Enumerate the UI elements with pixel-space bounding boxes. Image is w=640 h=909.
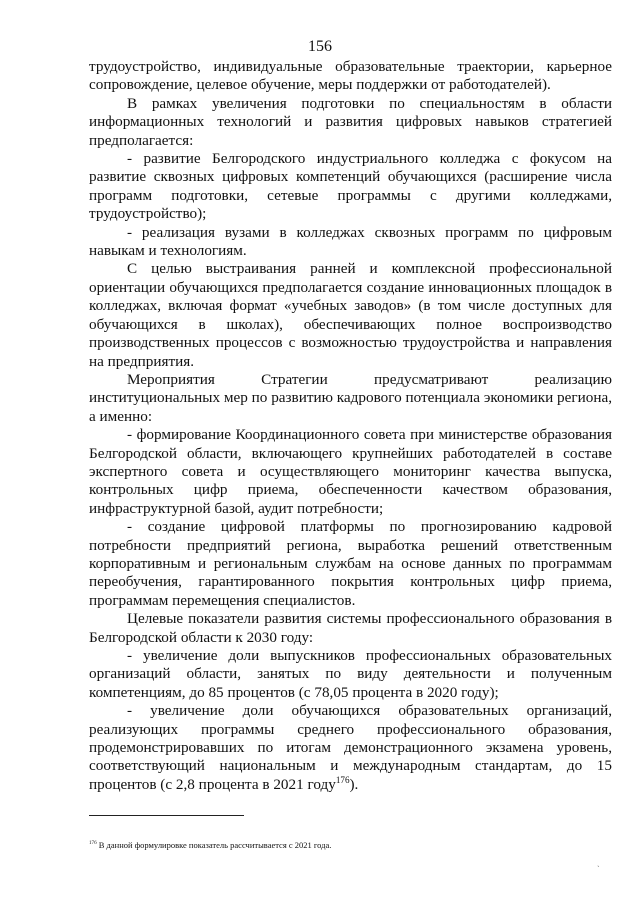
footnote-text: В данной формулировке показатель рассчитывается с 2021 года. xyxy=(98,840,332,850)
list-item-graduates-share: - увеличение доли выпускников профессиональных образовательных организаций области, занятых по виду деятельности и полученным компетенциям, до 85 процентов (с 78,05 процента в 2020 году); xyxy=(89,647,612,701)
paragraph-1: трудоустройство, индивидуальные образовательные траектории, карьерное сопровождение, целевое обучение, меры поддержки от работодателей). xyxy=(89,58,612,94)
paragraph-orientation: С целью выстраивания ранней и комплексной профессиональной ориентации обучающихся предполагается создание инновационных площадок в колледжах, включая формат «учебных заводов» (в том числе доступных для обучающихся в школах), обеспечивающих полное воспроизводство производственных процессов с возможностью трудоустройства и направления на предприятия. xyxy=(89,260,612,370)
list-item-university-programs: - реализация вузами в колледжах сквозных программ по цифровым навыкам и технологиям. xyxy=(89,223,612,260)
footnote-reference[interactable]: 176 xyxy=(335,774,350,785)
list-item-coordination-council: - формирование Координационного совета при министерстве образования Белгородской области, включающего крупнейших работодателей в составе экспертного совета и осуществляющего мониторинг качества выпуска, контрольных цифр приема, обеспеченности качеством образования, инфраструктурной базой, аудит потребности; xyxy=(89,426,612,517)
paragraph-target-indicators: Целевые показатели развития системы профессионального образования в Белгородской области к 2030 году: xyxy=(89,610,612,646)
page-body xyxy=(89,58,612,794)
demo-exam-text: - увеличение доли обучающихся образовательных организаций, реализующих программы среднего профессионального образования, продемонстрировавших по итогам демонстрационного экзамена уровень, соответствующий национальным и международным стандартам, до 15 процентов (с 2,8 процента в 2021 году xyxy=(89,702,612,793)
scan-mark: ˎ xyxy=(597,858,600,867)
list-item-demo-exam-share xyxy=(89,702,612,794)
demo-exam-suffix: ). xyxy=(349,775,359,793)
footnote xyxy=(89,840,612,851)
paragraph-strategy-measures: Мероприятия Стратегии предусматривают реализацию институциональных мер по развитию кадрового потенциала экономики региона, а именно: xyxy=(89,370,612,425)
footnote-divider xyxy=(89,815,244,816)
page-number: 156 xyxy=(308,38,332,55)
list-item-college-development: - развитие Белгородского индустриального колледжа с фокусом на развитие сквозных цифровых компетенций обучающихся (расширение числа программ подготовки, сетевые программы с другими колледжами, трудоустройство); xyxy=(89,150,612,223)
footnote-number: 176 xyxy=(89,840,97,847)
paragraph-2: В рамках увеличения подготовки по специальностям в области информационных технологий и развития цифровых навыков стратегией предполагается: xyxy=(89,94,612,149)
list-item-digital-platform: - создание цифровой платформы по прогнозированию кадровой потребности предприятий региона, выработка решений ответственным корпоративным и региональным службам на основе данных по программам переобучения, гарантированного покрытия контрольных цифр приема, программам перемещения специалистов. xyxy=(89,518,612,609)
